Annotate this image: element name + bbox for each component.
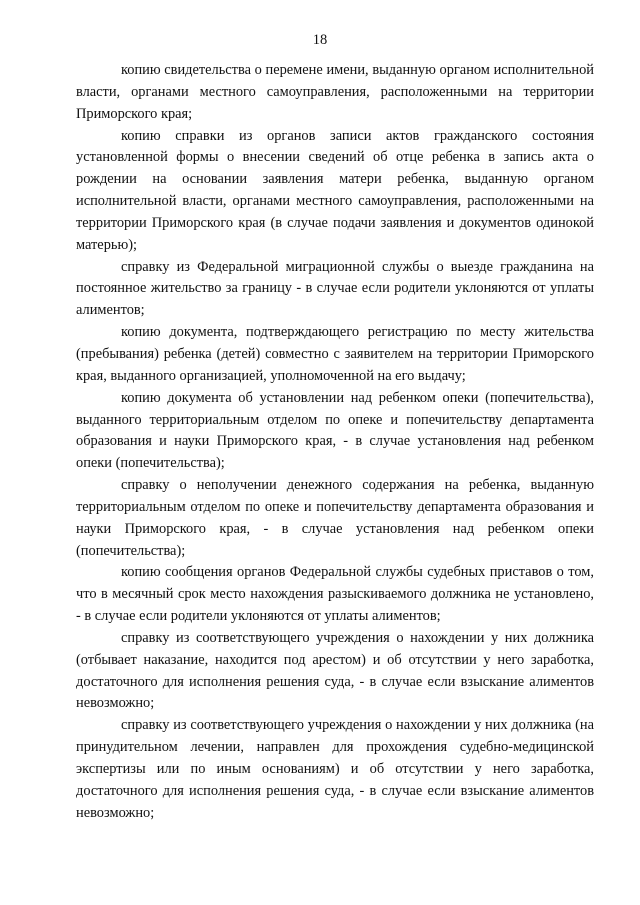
paragraph-name-change-certificate: копию свидетельства о перемене имени, выданную органом исполнительной власти, органами местного самоуправления, расположенными на территории Приморского края; [76,62,594,122]
paragraph-non-receipt-certificate: справку о неполучении денежного содержания на ребенка, выданную территориальным отделом по опеке и попечительству департамента образования и науки Приморского края, - в случае установления над ребенком опеки (попечительства); [76,477,594,559]
paragraph-civil-registry-certificate: копию справки из органов записи актов гражданского состояния установленной формы о внесении сведений об отце ребенка в запись акта о рождении на основании заявления матери ребенка, выданную органом исполнительной власти, органами местного самоуправления, расположенными на территории Приморского края (в случае подачи заявления и документов одинокой матерью); [76,127,594,253]
page-number: 18 [312,32,328,48]
paragraph-bailiff-service-message: копию сообщения органов Федеральной службы судебных приставов о том, что в месячный срок место нахождения разыскиваемого должника не установлено, - в случае если родители уклоняются от уплаты алиментов; [76,564,594,625]
paragraph-debtor-treatment-certificate: справку из соответствующего учреждения о нахождении у них должника (на принудительном лечении, направлен для прохождения судебно-медицинской экспертизы или по иным основаниям) и об отсутствии у него заработка, достаточного для исполнения решения суда, - в случае если взыскание алиментов невозможно; [76,717,594,821]
paragraph-residence-registration: копию документа, подтверждающего регистрацию по месту жительства (пребывания) ребенка (детей) совместно с заявителем на территории Приморского края, выданного организацией, уполномоченной на его выдачу; [76,324,594,384]
paragraph-debtor-arrest-certificate: справку из соответствующего учреждения о нахождении у них должника (отбывает наказание, находится под арестом) и об отсутствии у него заработка, достаточного для исполнения решения суда, - в случае если взыскание алиментов невозможно; [76,629,594,712]
document-body [76,60,594,825]
paragraph-guardianship-document: копию документа об установлении над ребенком опеки (попечительства), выданного территориальным отделом по опеке и попечительству департамента образования и науки Приморского края, - в случае установления над ребенком опеки (попечительства); [76,389,594,472]
paragraph-migration-service-certificate: справку из Федеральной миграционной службы о выезде гражданина на постоянное жительство за границу - в случае если родители уклоняются от уплаты алиментов; [76,258,594,319]
